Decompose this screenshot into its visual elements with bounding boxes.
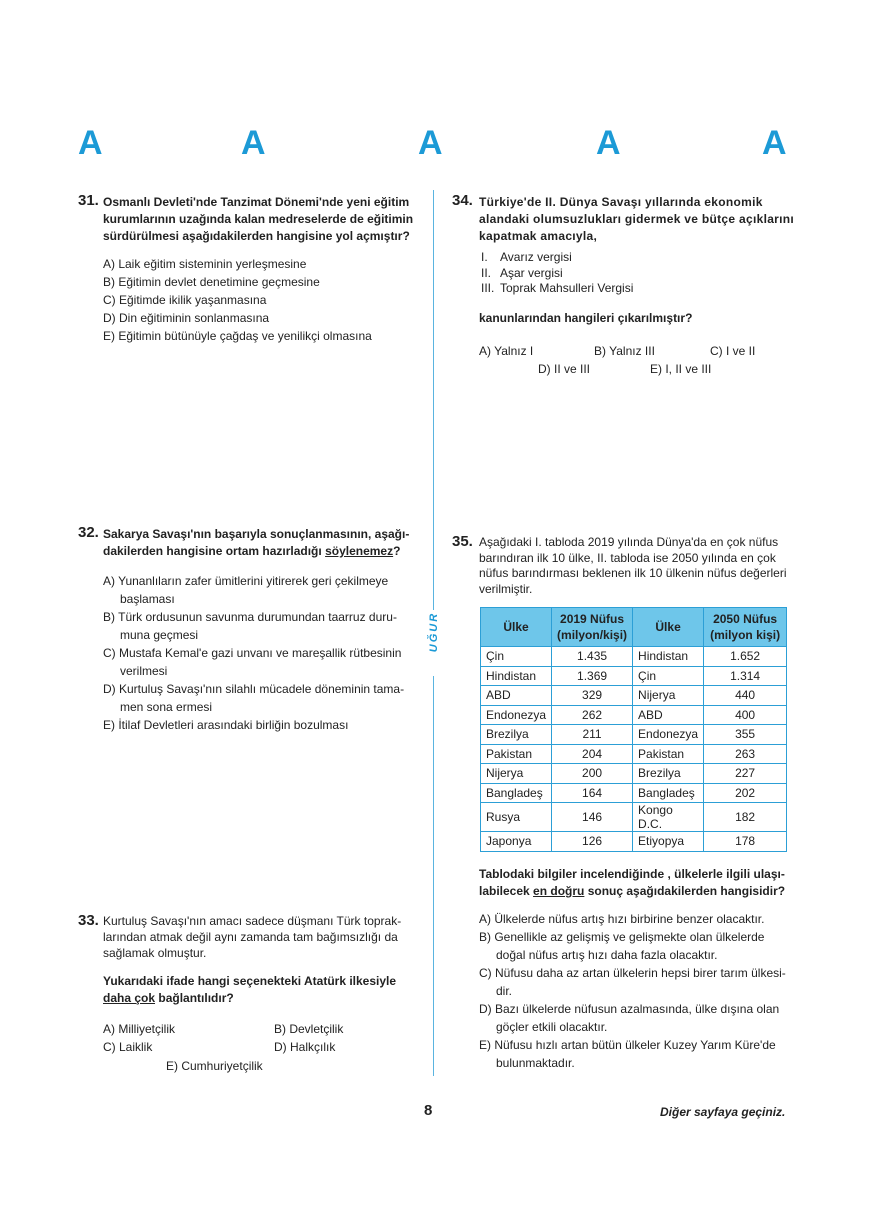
option-a[interactable]: A) Yalnız I	[479, 344, 534, 358]
table-cell: ABD	[633, 705, 704, 725]
table-header-row	[481, 608, 787, 647]
table-cell: 440	[704, 686, 787, 706]
table-cell: Bangladeş	[633, 783, 704, 803]
emphasis-underline: en doğru	[533, 884, 585, 898]
option-d[interactable]: D) Din eğitiminin sonlanmasına	[103, 311, 270, 325]
table-cell: 211	[552, 725, 633, 745]
table-cell: Bangladeş	[481, 783, 552, 803]
question-number: 35.	[452, 533, 473, 550]
table-cell: Japonya	[481, 832, 552, 852]
question-number: 33.	[78, 912, 99, 929]
table-cell: 146	[552, 803, 633, 832]
table-row	[481, 744, 787, 764]
table-cell: 182	[704, 803, 787, 832]
table-cell: 202	[704, 783, 787, 803]
table-cell: 400	[704, 705, 787, 725]
booklet-letter: A	[762, 124, 787, 162]
page-number: 8	[424, 1102, 433, 1119]
question-stem: Yukarıdaki ifade hangi seçenekteki Atatürk ilkesiyle daha çok bağlantılıdır?	[103, 974, 397, 1005]
table-row	[481, 783, 787, 803]
table-cell: Hindistan	[633, 647, 704, 667]
table-cell: Brezilya	[481, 725, 552, 745]
option-e[interactable]: E) Cumhuriyetçilik	[166, 1059, 263, 1073]
option-c[interactable]: C) Mustafa Kemal'e gazi unvanı ve mareşallik rütbesinin	[103, 646, 402, 660]
table-cell: Rusya	[481, 803, 552, 832]
table-cell: 355	[704, 725, 787, 745]
column-header: Ülke	[481, 608, 552, 647]
booklet-letter: A	[241, 124, 266, 162]
table-cell: 1.369	[552, 666, 633, 686]
table-row	[481, 803, 787, 832]
table-cell: 1.435	[552, 647, 633, 667]
option-c[interactable]: C) I ve II	[710, 344, 756, 358]
column-header: 2050 Nüfus (milyon kişi)	[704, 608, 787, 647]
table-cell: Endonezya	[633, 725, 704, 745]
table-cell: 262	[552, 705, 633, 725]
table-cell: Çin	[481, 647, 552, 667]
option-c[interactable]: C) Laiklik	[103, 1040, 153, 1054]
option-a[interactable]: A) Ülkelerde nüfus artış hızı birbirine benzer olacaktır.	[479, 912, 765, 926]
option-b[interactable]: B) Devletçilik	[274, 1022, 344, 1036]
question-stem: kanunlarından hangileri çıkarılmıştır?	[479, 311, 693, 325]
table-row	[481, 764, 787, 784]
table-cell: Etiyopya	[633, 832, 704, 852]
option-a[interactable]: A) Laik eğitim sisteminin yerleşmesine	[103, 257, 307, 271]
table-cell: Nijerya	[633, 686, 704, 706]
table-cell: 227	[704, 764, 787, 784]
option-b[interactable]: B) Genellikle az gelişmiş ve gelişmekte olan ülkelerde	[479, 930, 765, 944]
option-a[interactable]: A) Yunanlıların zafer ümitlerini yitirerek geri çekilmeye	[103, 574, 389, 588]
table-cell: 204	[552, 744, 633, 764]
booklet-letter: A	[78, 124, 103, 162]
option-e[interactable]: E) I, II ve III	[650, 362, 712, 376]
option-b[interactable]: B) Türk ordusunun savunma durumundan taarruz duru-	[103, 610, 397, 624]
population-table	[480, 607, 787, 852]
table-cell: Nijerya	[481, 764, 552, 784]
table-cell: 1.652	[704, 647, 787, 667]
next-page-note: Diğer sayfaya geçiniz.	[660, 1105, 786, 1119]
option-e[interactable]: E) İtilaf Devletleri arasındaki birliğin bozulması	[103, 718, 349, 732]
question-stem: Tablodaki bilgiler incelendiğinde , ülkelerle ilgili ulaşı- labilecek en doğru sonuç aşağıdakilerden hangisidir?	[479, 867, 786, 898]
question-number: 31.	[78, 192, 99, 209]
booklet-letter: A	[596, 124, 621, 162]
question-text: Kurtuluş Savaşı'nın amacı sadece düşmanı Türk toprak- larından atmak değil aynı zamanda tam bağımsızlığı da sağlamak olmuştur.	[103, 914, 402, 960]
option-a[interactable]: A) Milliyetçilik	[103, 1022, 175, 1036]
table-row	[481, 686, 787, 706]
emphasis-underline: daha çok	[103, 991, 156, 1005]
table-cell: 1.314	[704, 666, 787, 686]
roman-list: I. Avarız vergisi II. Aşar vergisi III. Toprak Mahsulleri Vergisi	[481, 250, 634, 295]
table-cell: Hindistan	[481, 666, 552, 686]
option-b[interactable]: B) Yalnız III	[594, 344, 655, 358]
option-d[interactable]: D) Bazı ülkelerde nüfusun azalmasında, ülke dışına olan	[479, 1002, 780, 1016]
table-row	[481, 666, 787, 686]
question-text: Aşağıdaki I. tabloda 2019 yılında Dünya'da en çok nüfus barındıran ilk 10 ülke, II. tabloda ise 2050 yılında en çok nüfus barındırması beklenen ilk 10 ülkenin nüfus değerleri verilmiştir.	[479, 535, 787, 596]
answer-options: A) Ülkelerde nüfus artış hızı birbirine benzer olacaktır. B) Genellikle az gelişmiş ve gelişmekte olan ülkelerde doğal nüfus artış hızı daha fazla olacaktır. C) Nüfusu daha az artan ülkelerin hepsi birer tarım ülkesi- dir. D) Bazı ülkelerde nüfusun azalmasında, ülke dışına olan göçler etkili olacaktır. E) Nüfusu hızlı artan bütün ülkeler Kuzey Yarım Küre'de bulunmaktadır.	[479, 910, 789, 1072]
table-cell: Endonezya	[481, 705, 552, 725]
option-d[interactable]: D) Halkçılık	[274, 1040, 336, 1054]
table-row	[481, 832, 787, 852]
question-number: 34.	[452, 192, 473, 209]
column-divider	[433, 190, 434, 610]
option-c[interactable]: C) Nüfusu daha az artan ülkelerin hepsi birer tarım ülkesi-	[479, 966, 786, 980]
question-stem: Sakarya Savaşı'nın başarıyla sonuçlanmasının, aşağı- dakilerden hangisine ortam hazırladığı söylenemez?	[103, 527, 410, 558]
table-row	[481, 725, 787, 745]
column-header: 2019 Nüfus (milyon/kişi)	[552, 608, 633, 647]
side-label: UĞUR	[424, 610, 444, 658]
question-stem: Türkiye'de II. Dünya Savaşı yıllarında ekonomik alandaki olumsuzlukları gidermek ve bütçe açıklarını kapatmak amacıyla,	[479, 195, 795, 243]
option-e[interactable]: E) Eğitimin bütünüyle çağdaş ve yenilikçi olmasına	[103, 329, 372, 343]
option-b[interactable]: B) Eğitimin devlet denetimine geçmesine	[103, 275, 320, 289]
option-c[interactable]: C) Eğitimde ikilik yaşanmasına	[103, 293, 267, 307]
table-row	[481, 647, 787, 667]
table-cell: 263	[704, 744, 787, 764]
option-d[interactable]: D) II ve III	[538, 362, 591, 376]
table-row	[481, 705, 787, 725]
table-cell: 126	[552, 832, 633, 852]
table-cell: Pakistan	[633, 744, 704, 764]
option-e[interactable]: E) Nüfusu hızlı artan bütün ülkeler Kuzey Yarım Küre'de	[479, 1038, 776, 1052]
booklet-letter: A	[418, 124, 443, 162]
question-number: 32.	[78, 524, 99, 541]
table-cell: ABD	[481, 686, 552, 706]
table-cell: 178	[704, 832, 787, 852]
table-cell: Kongo D.C.	[633, 803, 704, 832]
table-cell: 164	[552, 783, 633, 803]
table-cell: Pakistan	[481, 744, 552, 764]
answer-options: A) Yunanlıların zafer ümitlerini yitirerek geri çekilmeye başlaması B) Türk ordusunun savunma durumundan taarruz duru- muna geçmesi C) Mustafa Kemal'e gazi unvanı ve mareşallik rütbesinin verilmesi D) Kurtuluş Savaşı'nın silahlı mücadele döneminin tama- men sona ermesi E) İtilaf Devletleri arasındaki birliğin bozulması	[103, 572, 413, 734]
answer-options	[103, 255, 372, 345]
column-divider	[433, 676, 434, 1076]
table-cell: Çin	[633, 666, 704, 686]
column-header: Ülke	[633, 608, 704, 647]
question-stem: Osmanlı Devleti'nde Tanzimat Dönemi'nde yeni eğitim kurumlarının uzağında kalan medreselerde de eğitimin sürdürülmesi aşağıdakilerden hangisine yol açmıştır?	[103, 195, 414, 243]
table-cell: 329	[552, 686, 633, 706]
table-cell: Brezilya	[633, 764, 704, 784]
table-cell: 200	[552, 764, 633, 784]
option-d[interactable]: D) Kurtuluş Savaşı'nın silahlı mücadele döneminin tama-	[103, 682, 405, 696]
emphasis-underline: söylenemez	[325, 544, 394, 558]
